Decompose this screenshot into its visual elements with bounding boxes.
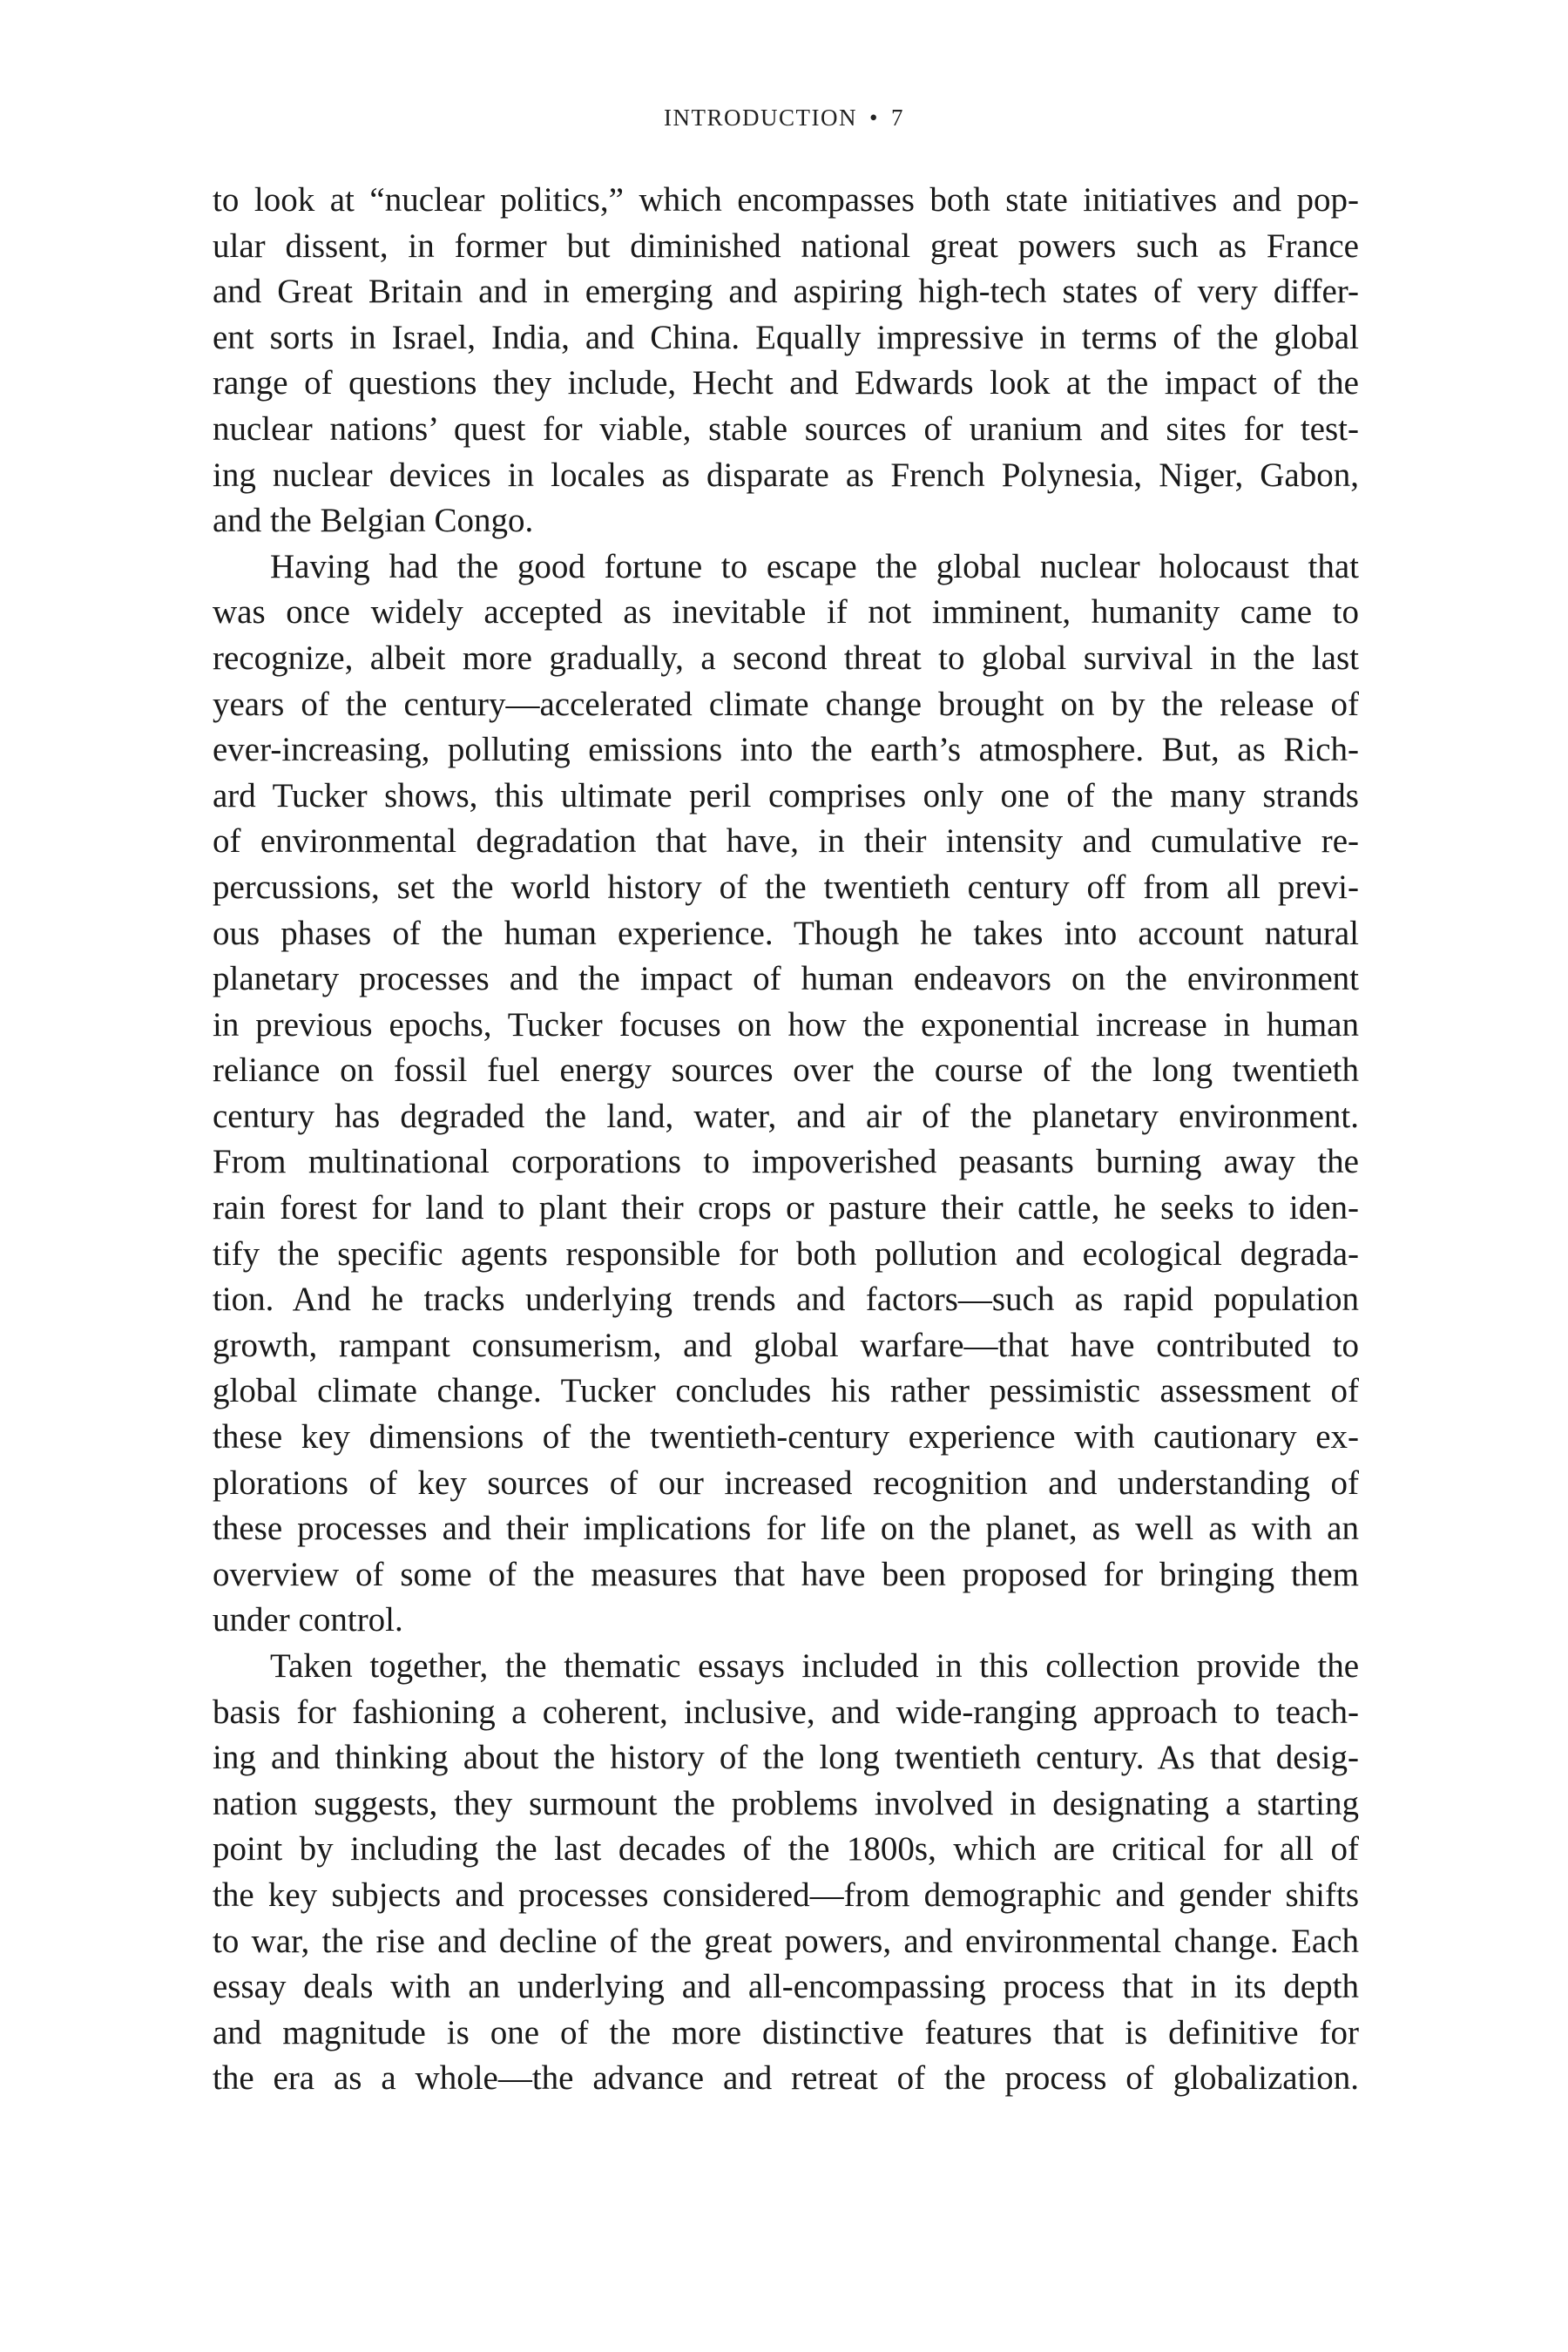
- text-line: Taken together, the thematic essays included in this collection provide the: [270, 1647, 1359, 1685]
- text-line: was once widely accepted as inevitable if not imminent, humanity came to: [213, 593, 1359, 632]
- text-line: From multinational corporations to impoverished peasants burning away the: [213, 1143, 1359, 1181]
- text-line: century has degraded the land, water, and air of the planetary environment.: [213, 1097, 1359, 1135]
- text-line: and magnitude is one of the more distinctive features that is definitive for: [213, 2013, 1359, 2051]
- text-line: the era as a whole—the advance and retreat of the process of globalization.: [213, 2059, 1359, 2098]
- text-line: ent sorts in Israel, India, and China. Equally impressive in terms of the global: [213, 318, 1359, 356]
- text-line: overview of some of the measures that have been proposed for bringing them: [213, 1555, 1359, 1593]
- text-line: percussions, set the world history of the twentieth century off from all previ-: [213, 868, 1359, 906]
- text-line: ever-increasing, polluting emissions into the earth’s atmosphere. But, as Rich-: [213, 731, 1359, 769]
- text-line: to war, the rise and decline of the great powers, and environmental change. Each: [213, 1922, 1359, 1960]
- text-line: nation suggests, they surmount the problems involved in designating a starting: [213, 1784, 1359, 1822]
- text-line: basis for fashioning a coherent, inclusive, and wide-ranging approach to teach-: [213, 1693, 1359, 1731]
- running-head: [0, 105, 1568, 132]
- text-line: to look at “nuclear politics,” which encompasses both state initiatives and pop-: [213, 181, 1359, 219]
- text-line: these key dimensions of the twentieth-century experience with cautionary ex-: [213, 1418, 1359, 1456]
- text-line: plorations of key sources of our increased recognition and understanding of: [213, 1463, 1359, 1502]
- text-line: range of questions they include, Hecht and Edwards look at the impact of the: [213, 364, 1359, 402]
- text-line: tify the specific agents responsible for both pollution and ecological degrada-: [213, 1234, 1359, 1273]
- text-line: years of the century—accelerated climate change brought on by the release of: [213, 685, 1359, 723]
- text-line: ard Tucker shows, this ultimate peril comprises only one of the many strands: [213, 776, 1359, 814]
- text-line: ing nuclear devices in locales as disparate as French Polynesia, Niger, Gabon,: [213, 456, 1359, 494]
- text-line: ular dissent, in former but diminished national great powers such as France: [213, 226, 1359, 265]
- text-line: point by including the last decades of the 1800s, which are critical for all of: [213, 1830, 1359, 1869]
- body-text: [213, 178, 1359, 2102]
- text-line: the key subjects and processes considered—from demographic and gender shifts: [213, 1876, 1359, 1914]
- text-line: of environmental degradation that have, in their intensity and cumulative re-: [213, 822, 1359, 861]
- text-line: growth, rampant consumerism, and global warfare—that have contributed to: [213, 1326, 1359, 1364]
- text-line: Having had the good fortune to escape the global nuclear holocaust that: [270, 547, 1359, 585]
- text-line: in previous epochs, Tucker focuses on how the exponential increase in human: [213, 1005, 1359, 1044]
- text-line: under control.: [213, 1601, 403, 1639]
- text-line: ous phases of the human experience. Though he takes into account natural: [213, 914, 1359, 952]
- text-line: essay deals with an underlying and all-encompassing process that in its depth: [213, 1968, 1359, 2006]
- text-line: and Great Britain and in emerging and aspiring high-tech states of very differ-: [213, 273, 1359, 311]
- text-line: reliance on fossil fuel energy sources over the course of the long twentieth: [213, 1051, 1359, 1090]
- text-line: planetary processes and the impact of human endeavors on the environment: [213, 960, 1359, 998]
- text-line: tion. And he tracks underlying trends and factors—such as rapid population: [213, 1281, 1359, 1319]
- text-line: recognize, albeit more gradually, a second threat to global survival in the last: [213, 639, 1359, 677]
- running-head-separator: •: [869, 105, 879, 131]
- text-line: these processes and their implications for life on the planet, as well as with an: [213, 1510, 1359, 1548]
- text-line: ing and thinking about the history of the long twentieth century. As that desig-: [213, 1739, 1359, 1777]
- text-line: global climate change. Tucker concludes his rather pessimistic assessment of: [213, 1372, 1359, 1410]
- text-line: and the Belgian Congo.: [213, 502, 534, 540]
- page-number: 7: [890, 105, 904, 131]
- running-head-title: INTRODUCTION: [664, 105, 858, 131]
- text-line: rain forest for land to plant their crops or pasture their cattle, he seeks to iden-: [213, 1189, 1359, 1227]
- text-line: nuclear nations’ quest for viable, stable sources of uranium and sites for test-: [213, 409, 1359, 448]
